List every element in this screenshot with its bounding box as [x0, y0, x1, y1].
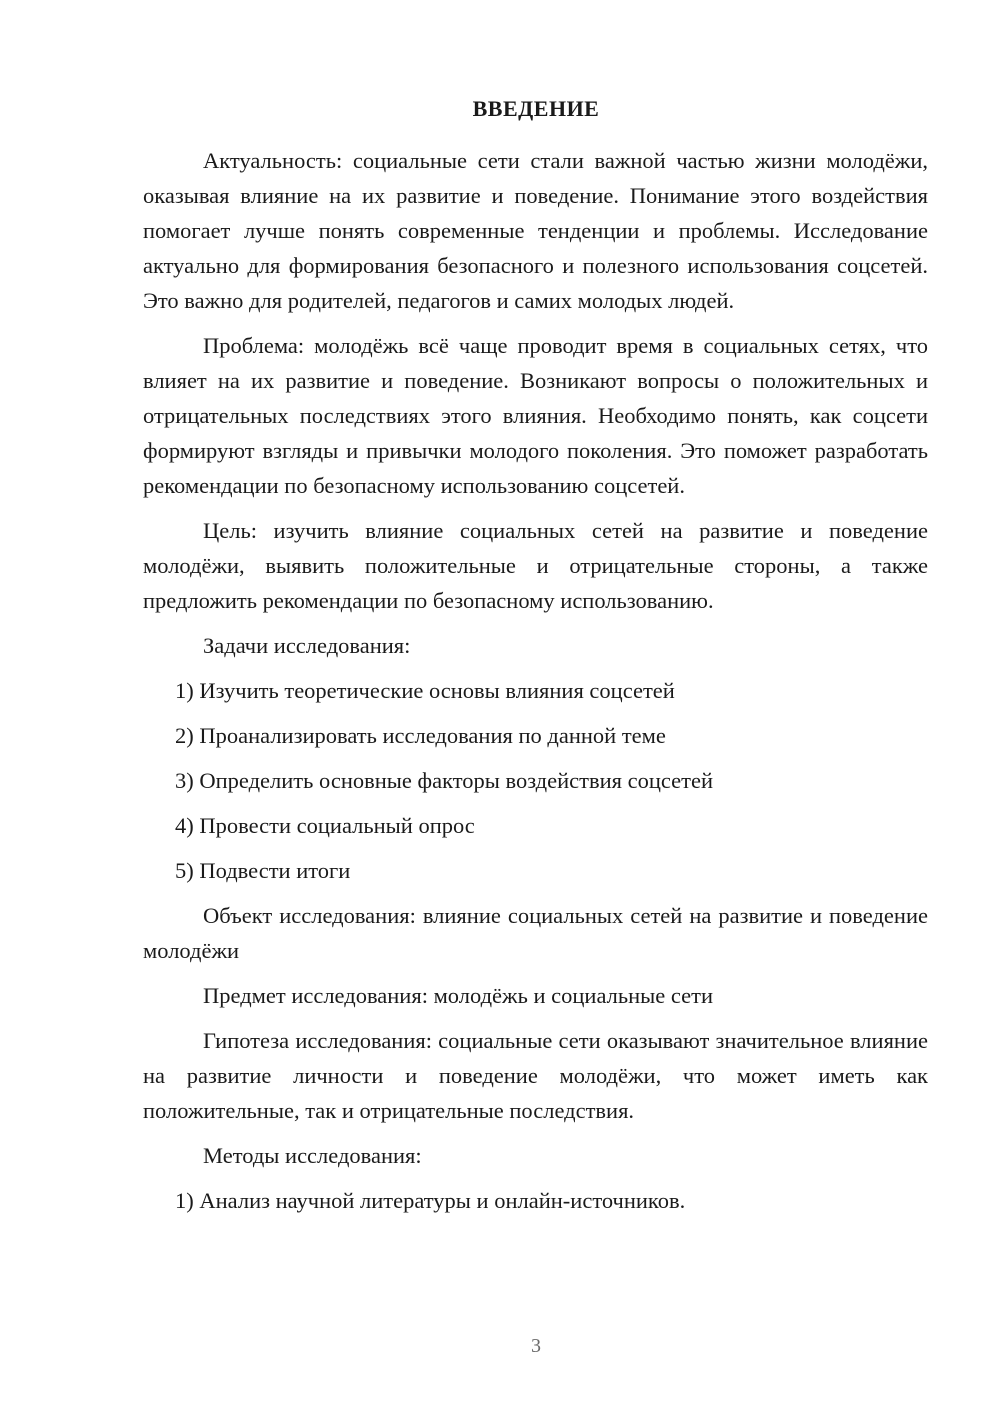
page-title: ВВЕДЕНИЕ: [472, 96, 600, 121]
paragraph-hypothesis: Гипотеза исследования: социальные сети оказывают значительное влияние на развитие личности и поведение молодёжи, что может иметь как положительные, так и отрицательные последствия.: [143, 1028, 928, 1123]
paragraph-goal: Цель: изучить влияние социальных сетей на развитие и поведение молодёжи, выявить положительные и отрицательные стороны, а также предложить рекомендации по безопасному использованию.: [143, 518, 928, 613]
paragraph-problem: Проблема: молодёжь всё чаще проводит время в социальных сетях, что влияет на их развитие и поведение. Возникают вопросы о положительных и отрицательных последствиях этого влияния. Необходимо понять, как соцсети формируют взгляды и привычки молодого поколения. Это поможет разработать рекомендации по безопасному использованию соцсетей.: [143, 333, 928, 498]
list-item: 1) Изучить теоретические основы влияния соцсетей: [175, 678, 675, 703]
list-item: 4) Провести социальный опрос: [175, 813, 475, 838]
page-number: 3: [531, 1335, 541, 1357]
list-item: 3) Определить основные факторы воздействия соцсетей: [175, 768, 714, 793]
list-item: 2) Проанализировать исследования по данной теме: [175, 723, 666, 748]
methods-heading: Методы исследования:: [203, 1143, 422, 1168]
methods-list: [143, 1183, 928, 1218]
tasks-list: [143, 673, 928, 888]
paragraph-object: Объект исследования: влияние социальных сетей на развитие и поведение молодёжи: [143, 903, 928, 963]
paragraph-relevance: Актуальность: социальные сети стали важной частью жизни молодёжи, оказывая влияние на их развитие и поведение. Понимание этого воздействия помогает лучше понять современные тенденции и проблемы. Исследование актуально для формирования безопасного и полезного использования соцсетей. Это важно для родителей, педагогов и самих молодых людей.: [143, 148, 928, 313]
document-body: [143, 143, 928, 1228]
list-item: 5) Подвести итоги: [175, 858, 351, 883]
paragraph-subject: Предмет исследования: молодёжь и социальные сети: [203, 983, 714, 1008]
list-item: 1) Анализ научной литературы и онлайн-источников.: [175, 1188, 686, 1213]
tasks-heading: Задачи исследования:: [203, 633, 411, 658]
